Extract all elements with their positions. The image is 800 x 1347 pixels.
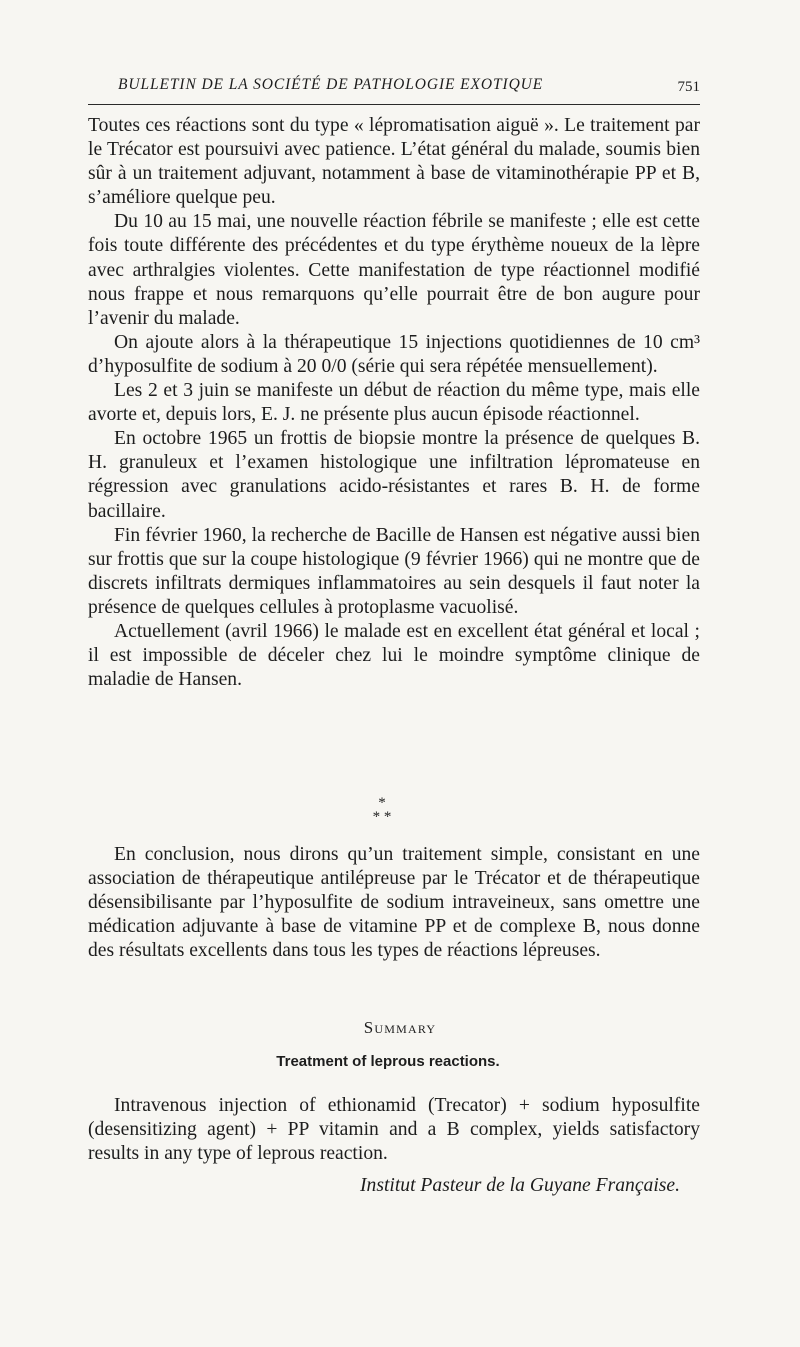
section-separator <box>352 796 412 830</box>
paragraph-7: Actuellement (avril 1966) le malade est en excellent état général et local ; il est impossible de déceler chez lui le moindre symptôme clinique de maladie de Hansen. <box>88 620 700 691</box>
page-number: 751 <box>677 79 700 95</box>
separator-top-star: * <box>378 795 386 811</box>
separator-bottom-stars: * * <box>372 809 392 825</box>
summary-subtitle: Treatment of leprous reactions. <box>276 1053 500 1070</box>
paragraph-2: Du 10 au 15 mai, une nouvelle réaction fébrile se manifeste ; elle est cette fois toute différente des précédentes et du type érythème noueux de la lèpre avec arthralgies violentes. Cette manifestation de type réactionnel modifié nous frappe et nous remarquons qu’elle pourrait être de bon augure pour l’avenir du malade. <box>88 211 700 329</box>
summary-heading: Summary <box>363 1018 437 1037</box>
summary-paragraph: Intravenous injection of ethionamid (Trecator) + sodium hyposulfite (desensitizing agent) + PP vitamin and a B complex, yields satisfactory results in any type of leprous reaction. <box>88 1095 700 1165</box>
paragraph-5: En octobre 1965 un frottis de biopsie montre la présence de quelques B. H. granuleux et l’examen histologique une infiltration lépromateuse en régression avec granulations acido-résistantes et rares B. H. de forme bacillaire. <box>88 428 700 522</box>
paragraph-4: Les 2 et 3 juin se manifeste un début de réaction du même type, mais elle avorte et, depuis lors, E. J. ne présente plus aucun épisode réactionnel. <box>88 380 700 426</box>
author-affiliation: Institut Pasteur de la Guyane Française. <box>360 1175 680 1196</box>
conclusion <box>88 843 700 963</box>
paragraph-3: On ajoute alors à la thérapeutique 15 injections quotidiennes de 10 cm³ d’hyposulfite de sodium à 20 0/0 (série qui sera répétée mensuellement). <box>88 331 700 377</box>
article-body <box>88 114 700 692</box>
journal-title: BULLETIN DE LA SOCIÉTÉ DE PATHOLOGIE EXOTIQUE <box>118 76 544 93</box>
paragraph-1: Toutes ces réactions sont du type « lépromatisation aiguë ». Le traitement par le Trécator est poursuivi avec patience. L’état général du malade, soumis bien sûr à un traitement adjuvant, notamment à base de vitaminothérapie PP et B, s’améliore quelque peu. <box>88 115 700 209</box>
conclusion-paragraph: En conclusion, nous dirons qu’un traitement simple, consistant en une association de thérapeutique antilépreuse par le Trécator et de thérapeutique désensibilisante par l’hyposulfite de sodium intraveineux, sans omettre une médication adjuvante à base de vitamine PP et de complexe B, nous donne des résultats excellents dans tous les types de réactions lépreuses. <box>88 844 700 962</box>
summary-body <box>88 1094 700 1166</box>
paragraph-6: Fin février 1960, la recherche de Bacille de Hansen est négative aussi bien sur frottis que sur la coupe histologique (9 février 1966) qui ne montre que de discrets infiltrats dermiques inflammatoires au sein desquels il faut noter la présence de quelques cellules à protoplasme vacuolisé. <box>88 524 700 618</box>
running-header <box>88 74 700 105</box>
